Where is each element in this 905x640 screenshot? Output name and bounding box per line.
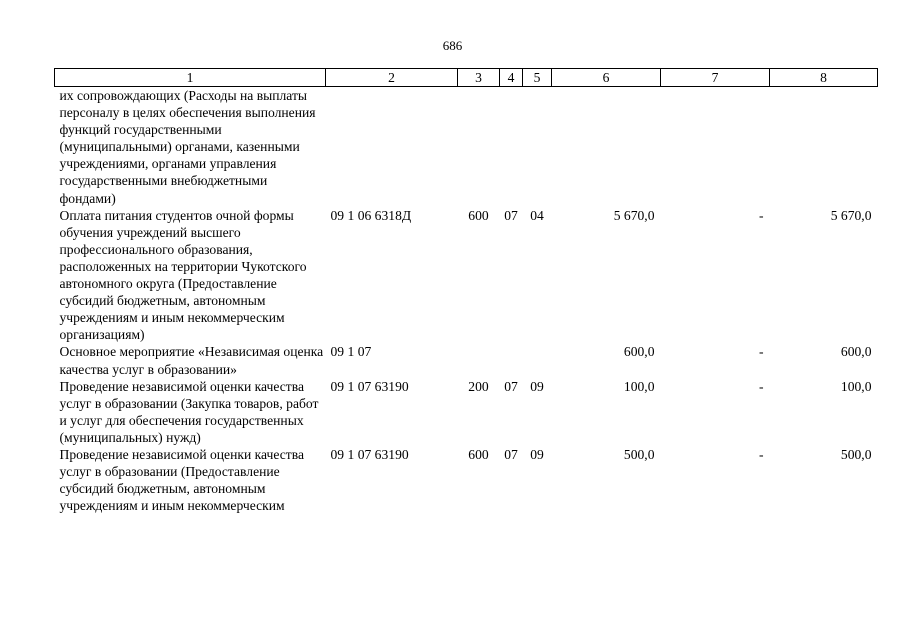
header-row: [55, 69, 878, 87]
row-vr: 600: [468, 207, 489, 223]
row-col6: 100,0: [623, 378, 655, 394]
row-col7: [661, 87, 770, 207]
header-col-1: 1: [55, 69, 326, 87]
row-rz: 07: [504, 446, 518, 462]
table-row: [55, 446, 878, 514]
table-row: [55, 87, 878, 207]
row-vr: 600: [468, 446, 489, 462]
row-col6: 500,0: [623, 446, 655, 462]
row-col7: -: [758, 207, 764, 223]
header-col-7: 7: [661, 69, 770, 87]
row-col7: -: [758, 344, 764, 360]
header-col-2: 2: [326, 69, 458, 87]
row-name: Основное мероприятие «Независимая оценка качества услуг в образовании»: [59, 344, 324, 377]
row-code: 09 1 07: [330, 344, 372, 360]
table-body: [55, 87, 878, 515]
table-header: [55, 69, 878, 87]
table-row: [55, 207, 878, 344]
row-rz: [500, 87, 523, 207]
row-code: 09 1 07 63190: [330, 446, 409, 462]
row-col7: -: [758, 378, 764, 394]
row-col6: 5 670,0: [613, 207, 655, 223]
row-col6: 600,0: [623, 344, 655, 360]
row-vr: [458, 343, 500, 377]
row-code: 09 1 06 6318Д: [330, 207, 412, 223]
row-rz: 07: [504, 378, 518, 394]
row-rz: [500, 343, 523, 377]
row-col8: 100,0: [840, 378, 872, 394]
row-name: Проведение независимой оценки качества услуг в образовании (Закупка товаров, работ и услуг для обеспечения государственных (муниципальных) нужд): [59, 378, 319, 445]
row-vr: 200: [468, 378, 489, 394]
table-row: [55, 378, 878, 446]
row-col8: 600,0: [840, 344, 872, 360]
row-name: их сопровождающих (Расходы на выплаты персоналу в целях обеспечения выполнения функций государственными (муниципальными) органами, казенными учреждениями, органами управления государственными внебюджетными фондами): [59, 88, 316, 206]
row-pr: 09: [530, 378, 544, 394]
row-rz: 07: [504, 207, 518, 223]
budget-table: [54, 68, 878, 514]
header-col-4: 4: [500, 69, 523, 87]
row-pr: 04: [530, 207, 544, 223]
header-col-6: 6: [552, 69, 661, 87]
row-pr: [523, 87, 552, 207]
row-pr: [523, 343, 552, 377]
header-col-5: 5: [523, 69, 552, 87]
page-number: 686: [442, 38, 463, 53]
row-vr: [458, 87, 500, 207]
table-row: [55, 343, 878, 377]
row-col8: 500,0: [840, 446, 872, 462]
row-pr: 09: [530, 446, 544, 462]
row-col8: [770, 87, 878, 207]
header-col-8: 8: [770, 69, 878, 87]
row-col7: -: [758, 446, 764, 462]
row-name: Проведение независимой оценки качества услуг в образовании (Предоставление субсидий бюджетным, автономным учреждениям и иным некоммерческим: [59, 446, 304, 514]
row-col8: 5 670,0: [830, 207, 872, 223]
row-col6: [552, 87, 661, 207]
header-col-3: 3: [458, 69, 500, 87]
row-name: Оплата питания студентов очной формы обучения учреждений высшего профессионального образования, расположенных на территории Чукотского автономного округа (Предоставление субсидий бюджетным, автономным учреждениям и иным некоммерческим организациям): [59, 207, 307, 343]
row-code: [326, 87, 458, 207]
row-code: 09 1 07 63190: [330, 378, 409, 394]
